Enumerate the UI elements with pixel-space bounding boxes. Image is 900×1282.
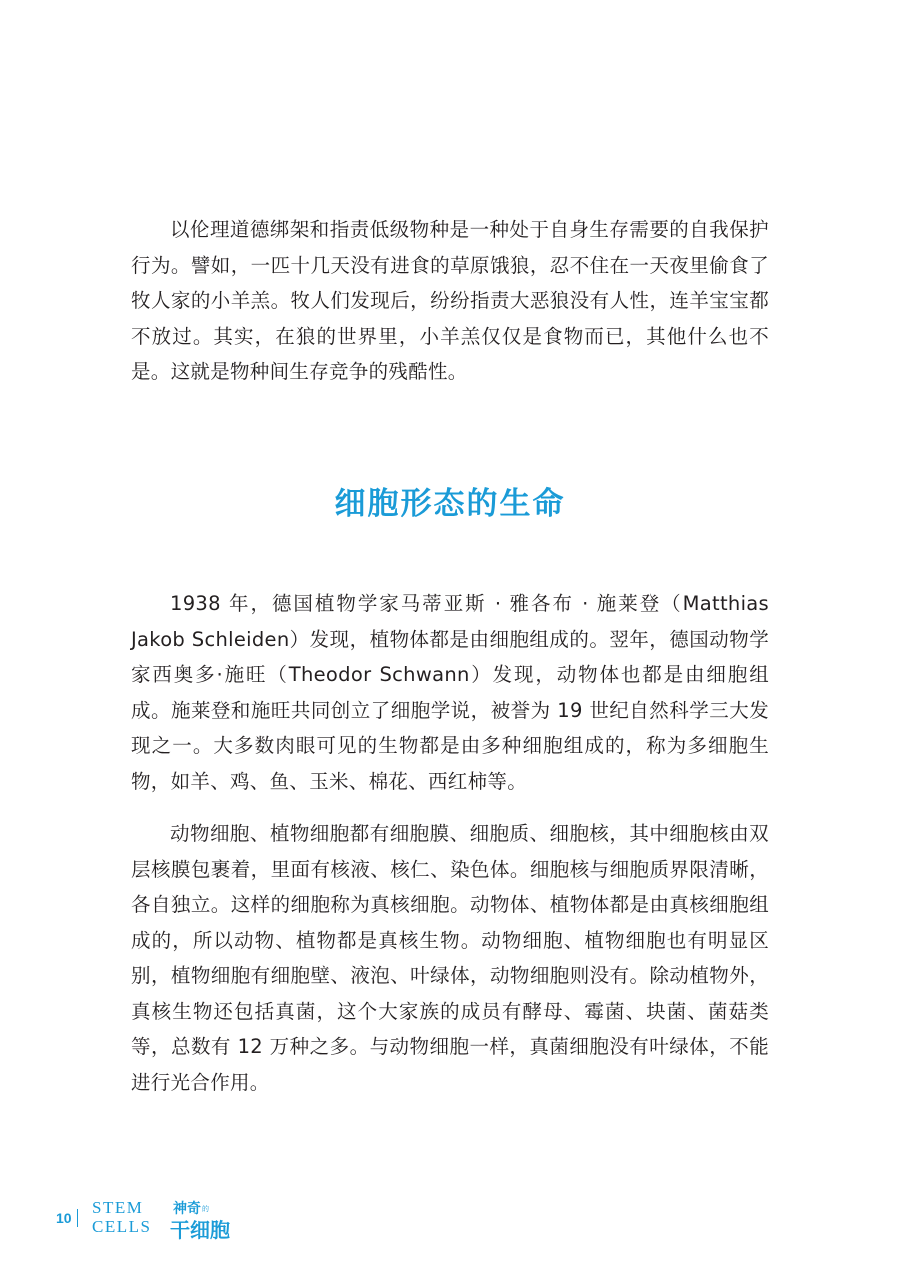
logo-text-shenqi: 神奇 [173,1201,201,1217]
footer-divider [77,1209,78,1227]
body-paragraph-1: 以伦理道德绑架和指责低级物种是一种处于自身生存需要的自我保护行为。譬如，一匹十几天没有进食的草原饿狼，忍不住在一天夜里偷食了牧人家的小羊羔。牧人们发现后，纷纷指责大恶狼没有人性，连羊宝宝都不放过。其实，在狼的世界里，小羊羔仅仅是食物而已，其他什么也不是。这就是物种间生存竞争的残酷性。 [131,218,769,383]
logo-text-cells: CELLS [92,1217,152,1236]
page-number: 10 [56,1210,72,1226]
logo-text-de: 的 [202,1205,209,1213]
logo-text-stem: STEM [92,1198,144,1217]
body-paragraph-2: 1938 年，德国植物学家马蒂亚斯 · 雅各布 · 施莱登（Matthias Jakob Schleiden）发现，植物体都是由细胞组成的。翌年，德国动物学家西奥多·施旺（Theodor Schwann）发现，动物体也都是由细胞组成。施莱登和施旺共同创立了细胞学说，被誉为 19 世纪自然科学三大发现之一。大多数肉眼可见的生物都是由多种细胞组成的，称为多细胞生物，如羊、鸡、鱼、玉米、棉花、西红柿等。 [131,592,769,793]
book-logo [92,1198,232,1242]
body-paragraph-3: 动物细胞、植物细胞都有细胞膜、细胞质、细胞核，其中细胞核由双层核膜包裹着，里面有核液、核仁、染色体。细胞核与细胞质界限清晰，各自独立。这样的细胞称为真核细胞。动物体、植物体都是由真核细胞组成的，所以动物、植物都是真核生物。动物细胞、植物细胞也有明显区别，植物细胞有细胞壁、液泡、叶绿体，动物细胞则没有。除动植物外，真核生物还包括真菌，这个大家族的成员有酵母、霉菌、块菌、菌菇类等，总数有 12 万种之多。与动物细胞一样，真菌细胞没有叶绿体，不能进行光合作用。 [131,822,769,1094]
logo-text-ganxibao: 干细胞 [170,1218,230,1242]
section-heading: 细胞形态的生命 [334,486,566,522]
